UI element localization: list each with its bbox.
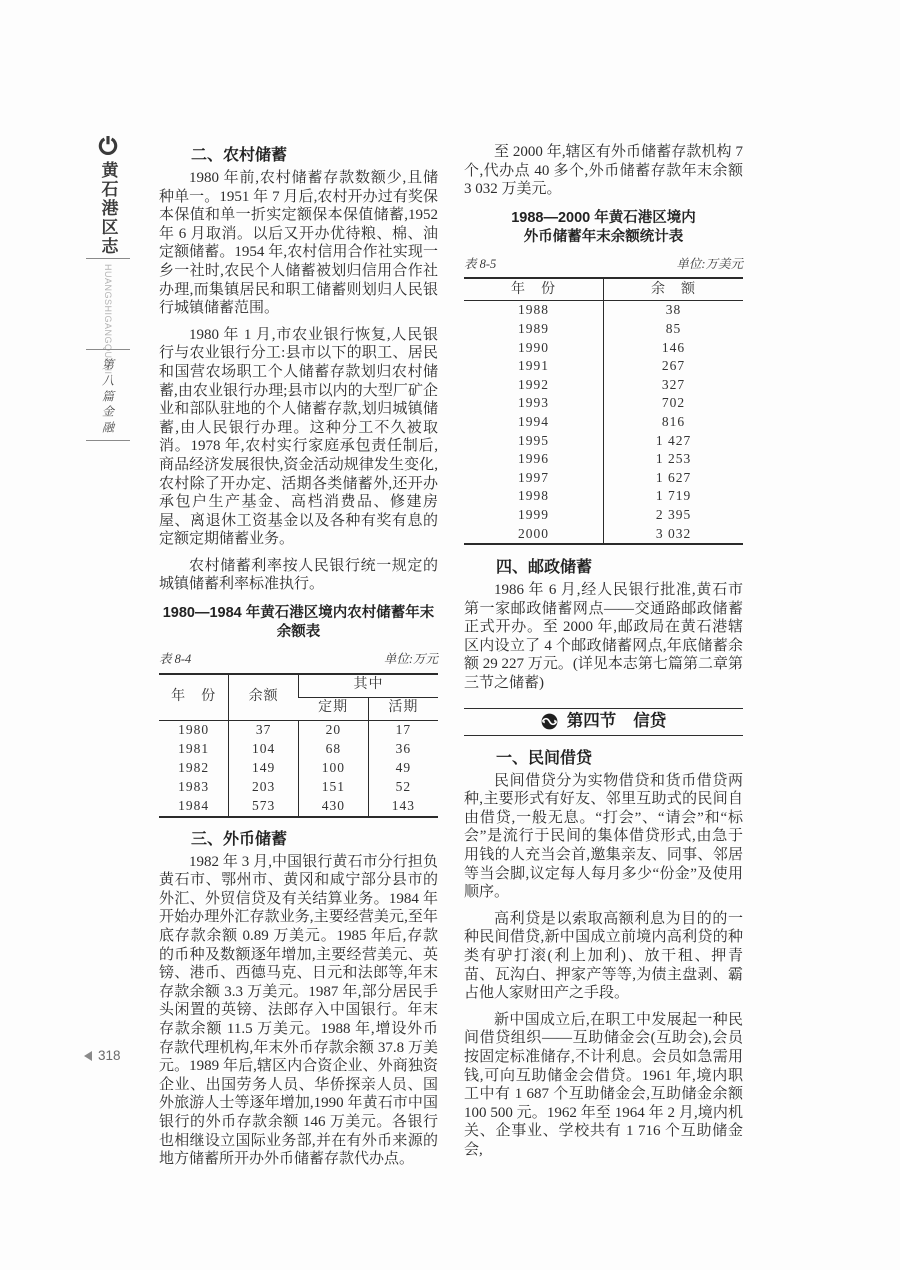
table-row <box>464 357 743 376</box>
balance-cell: 702 <box>604 394 744 413</box>
table-unit: 单位:万元 <box>383 652 438 667</box>
year-cell: 1999 <box>518 506 549 522</box>
section-banner <box>464 708 743 736</box>
col-header-balance: 余 额 <box>604 278 744 301</box>
year-cell: 1983 <box>178 778 210 794</box>
heading-rural-savings: 二、农村储蓄 <box>191 147 288 164</box>
table-row <box>464 320 743 339</box>
part-label: 第八篇 <box>100 358 115 406</box>
balance-cell: 85 <box>604 320 744 339</box>
table-label: 表 8-4 <box>159 652 192 667</box>
table-label: 表 8-5 <box>464 256 497 271</box>
table-8-5-title-line1: 1988—2000 年黄石港区境内 <box>511 209 696 226</box>
table-row <box>159 759 438 778</box>
fixed-cell: 20 <box>299 720 369 740</box>
table-row <box>464 376 743 395</box>
table-row <box>464 432 743 451</box>
year-cell: 1992 <box>518 376 549 392</box>
heading-postal-savings: 四、邮政储蓄 <box>496 559 593 577</box>
table-8-5 <box>464 277 743 545</box>
balance-cell: 104 <box>229 740 299 759</box>
table-row <box>464 339 743 358</box>
power-icon <box>97 134 119 156</box>
table-row <box>464 506 743 525</box>
current-cell: 36 <box>368 740 438 759</box>
circulating-arrows-icon <box>541 713 558 730</box>
year-cell: 1994 <box>518 413 549 429</box>
year-cell: 1991 <box>518 358 549 374</box>
col-header-current: 活期 <box>368 697 438 720</box>
balance-cell: 1 427 <box>604 432 744 451</box>
section-banner-title: 信贷 <box>633 712 667 731</box>
table-row <box>159 740 438 759</box>
year-cell: 2000 <box>518 525 549 541</box>
paragraph: 1980 年前,农村储蓄存款数额少,且储种单一。1951 年 7 月后,农村开办过有奖保本保值和单一折实定额保本保值储蓄,1952 年 6 月取消。以后又开办优待粮、棉、油定额储蓄。1954 年,农村信用合作社实现一乡一社时,农民个人储蓄被划归信用合作社办理,而集镇居民和职工储蓄则划归人民银行城镇储蓄范围。 <box>159 170 438 317</box>
paragraph: 1980 年 1 月,市农业银行恢复,人民银行与农业银行分工:县市以下的职工、居民和国营农场职工个人储蓄存款划归农村储蓄,由农业银行办理;县市以内的大型厂矿企业和部队驻地的个人储蓄存款,划归城镇储蓄,由人民银行办理。这种分工不久被取消。1978 年,农村实行家庭承包责任制后,商品经济发展很快,资金活动规律发生变化,农村除了开办定、活期各类储蓄外,还开办承包户生产基金、高档消费品、修建房屋、离退休工资基金以及各种有奖有息的定额定期储蓄业务。 <box>159 326 438 548</box>
balance-cell: 149 <box>229 759 299 778</box>
table-8-5-title-line2: 外币储蓄年末余额统计表 <box>523 228 684 245</box>
table-row <box>159 720 438 740</box>
table-row <box>159 778 438 797</box>
left-triangle-icon <box>84 1051 92 1061</box>
book-title-romanized: HUANGSHIGANGQUZHI <box>103 264 113 375</box>
current-cell: 49 <box>368 759 438 778</box>
table-row <box>464 525 743 545</box>
table-header <box>159 674 438 721</box>
paragraph: 高利贷是以索取高额利息为目的的一种民间借贷,新中国成立前境内高利贷的种类有驴打滚(利上加利)、放干租、押青苗、瓦沟白、押家产等等,为债主盘剥、霸占他人家财田产之手段。 <box>464 910 743 1002</box>
year-cell: 1988 <box>518 302 549 318</box>
paragraph: 农村储蓄利率按人民银行统一规定的城镇储蓄利率标准执行。 <box>159 557 438 593</box>
year-cell: 1995 <box>518 432 549 448</box>
fixed-cell: 100 <box>299 759 369 778</box>
table-row <box>159 797 438 817</box>
year-cell: 1990 <box>518 339 549 355</box>
balance-cell: 267 <box>604 357 744 376</box>
year-cell: 1993 <box>518 395 549 411</box>
col-header-fixed: 定期 <box>318 700 349 716</box>
balance-cell: 573 <box>229 797 299 817</box>
year-cell: 1989 <box>518 320 549 336</box>
table-8-4-caption <box>159 650 438 669</box>
paragraph: 至 2000 年,辖区有外币储蓄存款机构 7 个,代办点 40 多个,外币储蓄存款年末余额 3 032 万美元。 <box>464 144 743 198</box>
fixed-cell: 68 <box>299 740 369 759</box>
page-number <box>84 1048 121 1063</box>
current-cell: 143 <box>368 797 438 817</box>
year-cell: 1981 <box>178 740 210 756</box>
paragraph: 新中国成立后,在职工中发展起一种民间借贷组织——互助储金会(互助会),会员按固定标准储存,不计利息。会员如急需用钱,可向互助储金会借贷。1961 年,境内职工中有 1 687 个互助储金会,互助储金余额 100 500 元。1962 年至 1964 年 2 月,境内机关、企事业、学校共有 1 716 个互助储金会, <box>464 1011 743 1158</box>
table-row <box>464 450 743 469</box>
heading-foreign-currency-savings: 三、外币储蓄 <box>191 830 288 848</box>
right-column <box>464 143 743 1160</box>
table-8-5-caption <box>464 255 743 274</box>
page-number-value: 318 <box>98 1048 121 1063</box>
balance-cell: 1 253 <box>604 450 744 469</box>
table-row <box>464 394 743 413</box>
table-header <box>464 278 743 301</box>
year-cell: 1998 <box>518 488 549 504</box>
year-cell: 1980 <box>178 721 210 737</box>
col-header-year: 年 份 <box>171 688 217 704</box>
balance-cell: 1 719 <box>604 487 744 506</box>
fixed-cell: 430 <box>299 797 369 817</box>
balance-cell: 37 <box>229 720 299 740</box>
table-row <box>464 301 743 320</box>
sidebar-divider <box>86 349 130 350</box>
sidebar-divider <box>86 258 130 259</box>
current-cell: 52 <box>368 778 438 797</box>
balance-cell: 38 <box>604 301 744 320</box>
year-cell: 1997 <box>518 469 549 485</box>
year-cell: 1996 <box>518 451 549 467</box>
table-row <box>464 487 743 506</box>
table-unit: 单位:万美元 <box>676 256 743 271</box>
part-name: 金融 <box>100 405 115 437</box>
balance-cell: 327 <box>604 376 744 395</box>
left-column <box>159 146 438 1169</box>
paragraph: 1986 年 6 月,经人民银行批准,黄石市第一家邮政储蓄网点——交通路邮政储蓄正式开办。至 2000 年,邮政局在黄石港辖区内设立了 4 个邮政储蓄网点,年底储蓄余额 29 227 万元。(详见本志第七篇第二章第三节之储蓄) <box>464 582 743 692</box>
balance-cell: 203 <box>229 778 299 797</box>
balance-cell: 2 395 <box>604 506 744 525</box>
col-header-balance: 余额 <box>229 674 299 721</box>
fixed-cell: 151 <box>299 778 369 797</box>
sidebar <box>86 134 130 454</box>
table-row <box>464 413 743 432</box>
current-cell: 17 <box>368 720 438 740</box>
balance-cell: 3 032 <box>604 525 744 545</box>
book-title: 黄石港区志 <box>98 161 118 256</box>
year-cell: 1982 <box>178 759 210 775</box>
col-header-group: 其中 <box>299 674 439 698</box>
table-8-4-title: 1980—1984 年黄石港区境内农村储蓄年末余额表 <box>162 605 435 641</box>
balance-cell: 816 <box>604 413 744 432</box>
table-8-4 <box>159 673 438 818</box>
paragraph: 1982 年 3 月,中国银行黄石市分行担负黄石市、鄂州市、黄冈和咸宁部分县市的外汇、外贸信贷及有关结算业务。1984 年开始办理外汇存款业务,主要经营美元,至年底存款余额 0.89 万美元。1985 年后,存款的币种及数额逐年增加,主要经营美元、英镑、港币、西德马克、日元和法郎等,年末存款余额 3.3 万美元。1987 年,部分居民手头闲置的英镑、法郎存入中国银行。年末存款余额 11.5 万美元。1988 年,增设外币存款代理机构,年末外币存款余额 37.8 万美元。1989 年后,辖区内合资企业、外商独资企业、出国劳务人员、华侨探亲人员、国外旅游人士等逐年增加,1990 年黄石市中国银行的外币存款余额 146 万美元。各银行也相继设立国际业务部,并在有外币来源的地方储蓄所开办外币储蓄存款代办点。 <box>159 853 438 1168</box>
year-cell: 1984 <box>178 797 210 813</box>
section-banner-label: 第四节 <box>566 712 617 731</box>
balance-cell: 146 <box>604 339 744 358</box>
table-row <box>464 469 743 488</box>
paragraph: 民间借贷分为实物借贷和货币借贷两种,主要形式有好友、邻里互助式的民间自由借贷,一般无息。“打会”、“请会”和“标会”是流行于民间的集体借贷形式,由急于用钱的人充当会首,邀集亲友、同事、邻居等当会脚,议定每人每月多少“份金”及使用顺序。 <box>464 772 743 901</box>
col-header-year: 年 份 <box>511 281 556 297</box>
sidebar-divider <box>86 440 130 441</box>
balance-cell: 1 627 <box>604 469 744 488</box>
heading-private-lending: 一、民间借贷 <box>496 749 593 767</box>
